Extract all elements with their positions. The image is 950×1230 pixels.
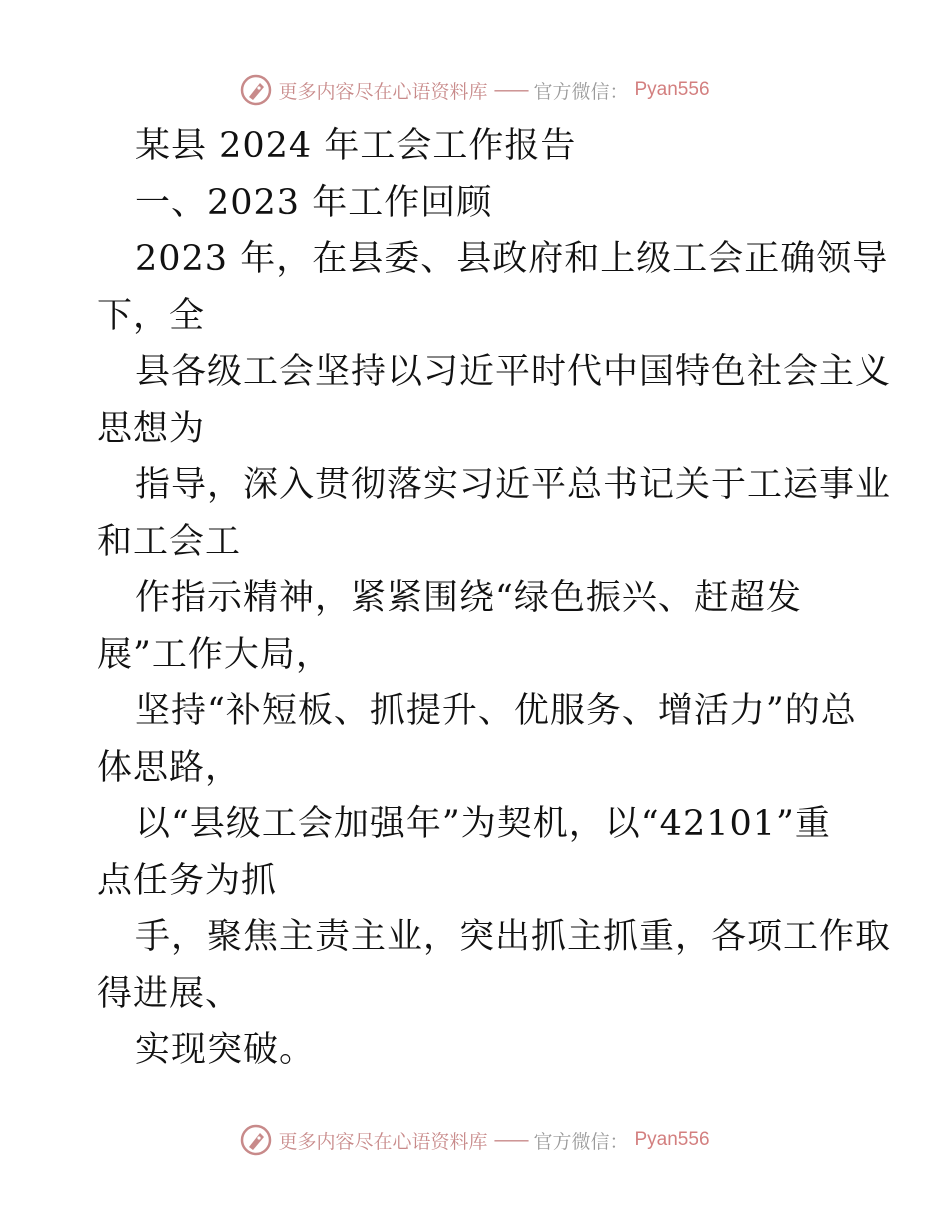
paragraph-line-continuation: 下，全 (97, 295, 206, 336)
watermark-wechat-id: Pyan556 (634, 79, 710, 100)
paragraph-line-continuation: 点任务为抓 (97, 860, 278, 901)
watermark-dash: —— (493, 79, 528, 101)
paragraph-line-continuation: 思想为 (97, 408, 206, 449)
paragraph-line-continuation: 展”工作大局， (97, 634, 332, 675)
paragraph-line: 某县 2024 年工会工作报告 (135, 126, 577, 166)
watermark-brand-text: 更多内容尽在心语资料库 (278, 1130, 488, 1153)
watermark-official-label: 官方微信： (533, 80, 629, 103)
paragraph-line: 指导，深入贯彻落实习近平总书记关于工运事业 (135, 465, 892, 505)
watermark-brand-text: 更多内容尽在心语资料库 (278, 80, 488, 103)
paragraph-line: 手，聚焦主责主业，突出抓主抓重，各项工作取 (135, 917, 892, 957)
paragraph-line: 一、2023 年工作回顾 (135, 182, 493, 223)
footer-watermark (0, 1120, 950, 1160)
paragraph-line-continuation: 和工会工 (97, 521, 242, 562)
paragraph-line: 坚持“补短板、抓提升、优服务、增活力”的总 (135, 691, 857, 731)
pen-nib-seal-icon (240, 1124, 272, 1156)
watermark-official-label: 官方微信： (533, 1130, 629, 1153)
header-watermark (0, 70, 950, 110)
paragraph-line: 县各级工会坚持以习近平时代中国特色社会主义 (135, 352, 892, 392)
paragraph-line: 以“县级工会加强年”为契机，以“42101”重 (135, 804, 831, 844)
paragraph-line: 2023 年，在县委、县政府和上级工会正确领导 (135, 239, 889, 279)
watermark-dash: —— (493, 1129, 528, 1151)
paragraph-line-continuation: 得进展、 (97, 973, 242, 1014)
pen-nib-seal-icon (240, 74, 272, 106)
paragraph-line: 作指示精神，紧紧围绕“绿色振兴、赶超发 (135, 578, 802, 618)
document-body (97, 118, 892, 1079)
paragraph-line-continuation: 体思路， (97, 747, 242, 788)
paragraph-line: 实现突破。 (135, 1030, 316, 1070)
watermark-wechat-id: Pyan556 (634, 1129, 710, 1150)
